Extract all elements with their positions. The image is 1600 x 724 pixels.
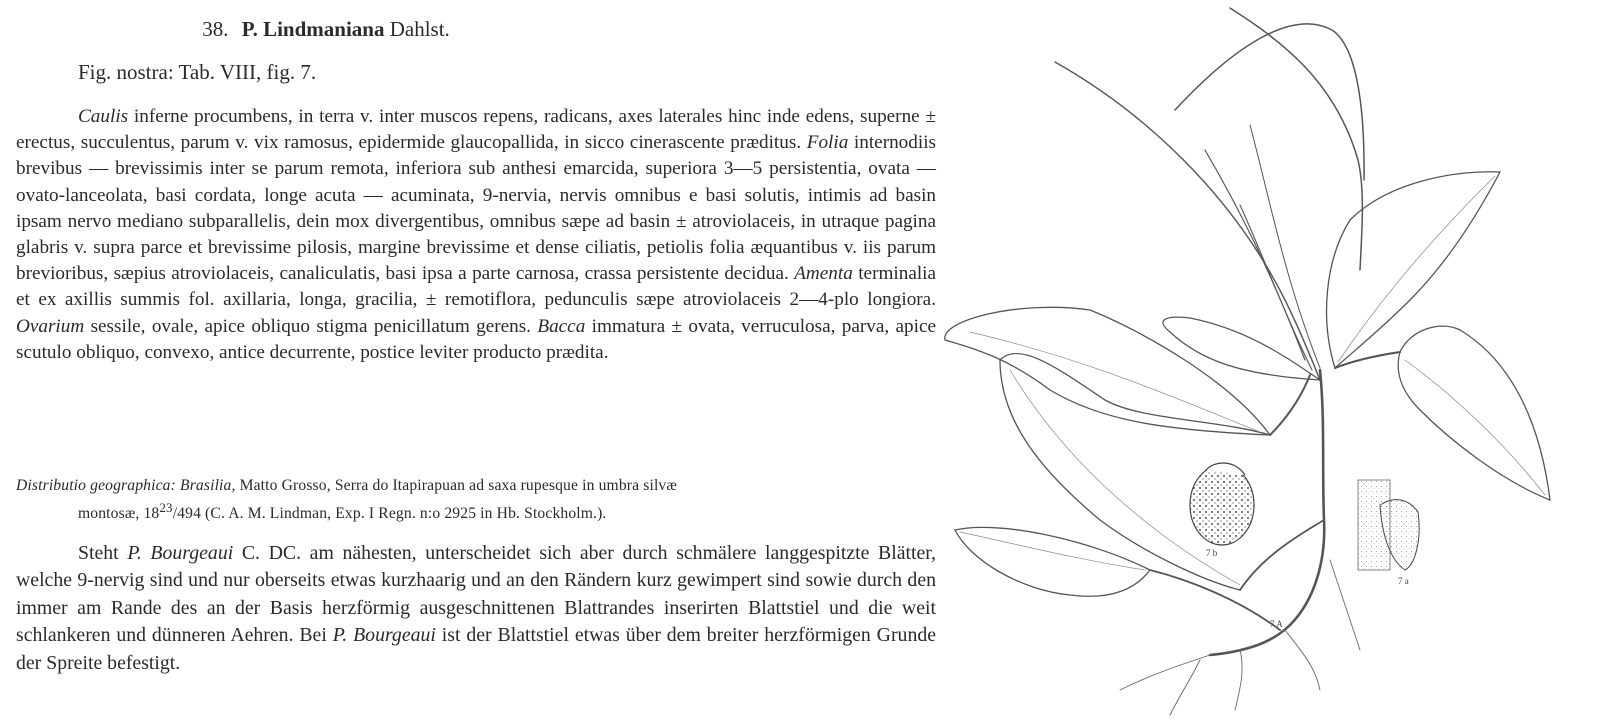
stem	[1150, 570, 1280, 630]
bacca-term: Bacca	[537, 315, 586, 337]
label-fruit: 7 b	[1206, 548, 1218, 558]
label-plant: 7 A	[1270, 619, 1283, 629]
figure-reference: Fig. nostra: Tab. VIII, fig. 7.	[78, 60, 317, 84]
botanical-plate	[940, 0, 1600, 724]
amenta-text: terminalia et ex axillis summis fol. axillaria, longa, gracilia, ± remotiflora, pedunculis sæpe atroviolaceis 2—4-plo longiora.	[16, 263, 937, 311]
spike	[1205, 150, 1305, 360]
stem	[1270, 375, 1310, 435]
fruit-detail	[1190, 465, 1254, 545]
leaf-vein	[1405, 360, 1545, 495]
stem	[1240, 520, 1324, 590]
ovarium-term: Ovarium	[16, 315, 85, 337]
species-name: Lindmaniana	[263, 17, 385, 41]
species-number: 38.	[202, 17, 229, 41]
spike	[1055, 62, 1320, 380]
leaf	[955, 527, 1150, 596]
note-species-1: P. Bourgeaui	[127, 542, 234, 564]
note-species-2: P. Bourgeaui	[332, 624, 436, 647]
caulis-text: inferne procumbens, in terra v. inter muscos repens, radicans, axes laterales hinc inde edens, superne ± erectus, succulentus, parum v. vix ramosus, epidermide glaucopallida, in sicco cinerascente præditus.	[16, 106, 936, 154]
species-author: Dahlst.	[389, 17, 450, 41]
distribution-date-rest: /494 (C. A. M. Lindman, Exp. I Regn. n:o 2925 in Hb. Stockholm.).	[172, 505, 607, 523]
species-heading	[16, 17, 636, 42]
note-text-1: Steht	[78, 542, 128, 564]
root	[1120, 560, 1360, 715]
note-text-3: ist der Blattstiel etwas über dem breiter herzförmigen Grunde der Spreite befestigt.	[16, 624, 937, 674]
distribution-label: Distributio geographica:	[16, 477, 176, 494]
distribution-locality: Matto Grosso, Serra do Itapirapuan ad saxa rupesque in umbra silvæ	[235, 477, 677, 494]
text-column	[16, 0, 938, 724]
distribution-country: Brasilia,	[180, 477, 236, 494]
leaf	[1398, 326, 1550, 500]
spike	[1230, 8, 1362, 270]
leaf	[1163, 317, 1320, 380]
leaf	[1327, 172, 1500, 368]
caulis-term: Caulis	[78, 106, 129, 127]
genus-abbreviation: P.	[241, 17, 258, 41]
distribution-locality-cont: montosæ, 18	[78, 505, 160, 523]
label-detail: 7 a	[1398, 576, 1409, 586]
note-text-2: C. DC. am nähesten, unterscheidet sich aber durch schmälere langgespitzte Blätter, welche 9-nervig sind und nur oberseits etwas kurzhaarig und an den Rändern kurz gewimpert sind sowie durch den immer am Rande des an der Basis herzförmig ausgeschnittenen Blattrandes inserirten Blattstiel und die weit schlankeren und dünneren Aehren. Bei	[16, 542, 937, 647]
spike	[1250, 125, 1320, 368]
ovarium-text: sessile, ovale, apice obliquo stigma penicillatum gerens.	[84, 315, 538, 337]
folia-term: Folia	[806, 132, 849, 154]
german-note	[16, 540, 936, 677]
latin-description	[16, 104, 936, 366]
distribution-date-sup: 23	[159, 500, 173, 515]
distribution-block	[16, 475, 936, 525]
spike	[1175, 24, 1364, 180]
amenta-term: Amenta	[794, 263, 853, 285]
bacca-text: immatura ± ovata, verruculosa, parva, apice scutulo obliquo, convexo, antice decurrente, postice leviter producto prædita.	[16, 315, 936, 363]
folia-text: internodiis brevibus — brevissimis inter se parum remota, inferiora sub anthesi emarcida, superiora 3—5 persistentia, ovata — ovato-lanceolata, basi cordata, longe acuta — acuminata, 9-nervia, nervis omnibus e basi solutis, intimis ad basin ipsam nervo mediano subparallelis, dein mox divergentibus, omnibus sæpe ad basin ± atroviolaceis, in utraque pagina glabris v. supra parce et brevissime pilosis, margine brevissime et dense ciliatis, petiolis folia æquantibus v. iis parum brevioribus, sæpius atroviolaceis, canaliculatis, basi ipsa a parte carnosa, crassa persistente decidua.	[16, 132, 936, 285]
plant-illustration	[940, 0, 1600, 724]
